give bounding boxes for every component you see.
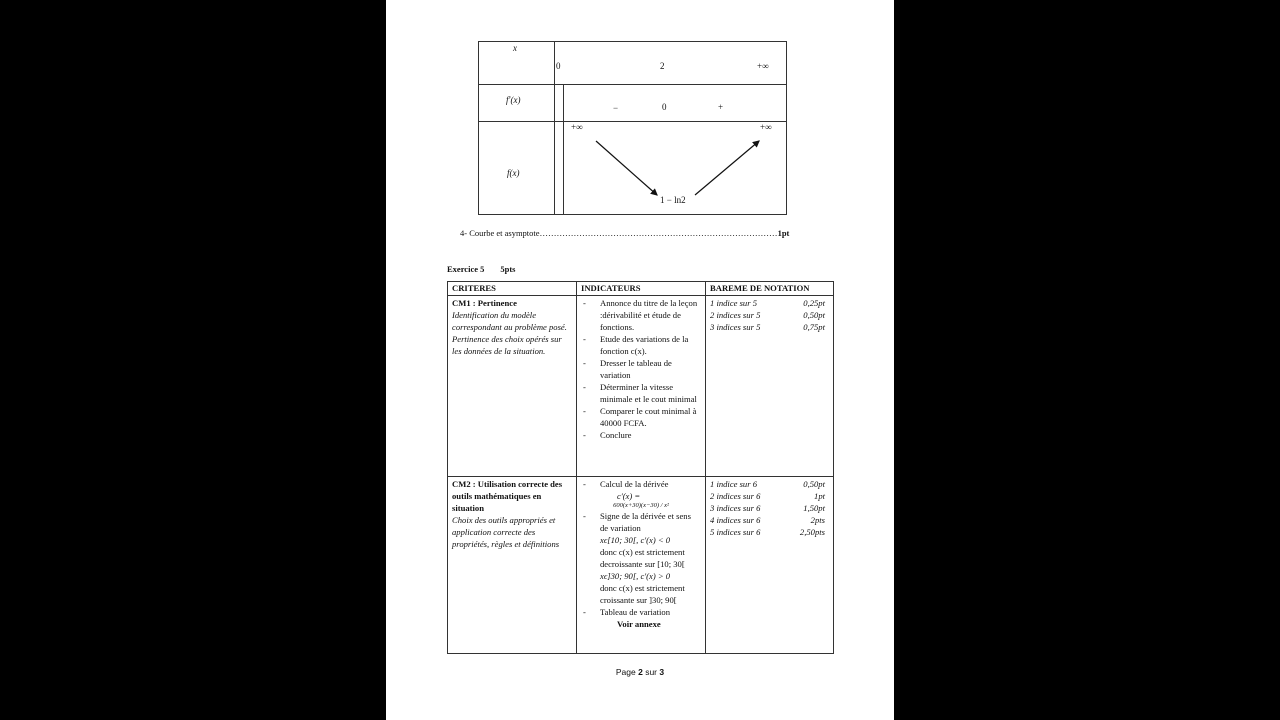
cm1-bareme-cell (706, 296, 834, 477)
derivative-formula: 600(x+30)(x−30) / x² (613, 502, 669, 509)
page-number (386, 667, 894, 677)
cm1-description: Identification du modèle correspondant au problème posé. Pertinence des choix opérés sur les données de la situation. (452, 310, 567, 356)
list-item: - Dresser le tableau de variation (583, 358, 672, 380)
sur-word: sur (645, 667, 658, 677)
bareme-row: 3 indices sur 5 0,75pt (710, 322, 825, 332)
bareme-row: 5 indices sur 6 2,50pts (710, 527, 825, 537)
cm2-criteria-cell (448, 477, 577, 654)
x-value-infinity: +∞ (757, 61, 769, 71)
cm2-indicator-list-2 (581, 510, 701, 534)
document-page (386, 0, 894, 720)
list-item: - Signe de la dérivée et sens de variation (583, 511, 691, 533)
question-4-points: 1pt (777, 228, 790, 238)
sign-line: donc c(x) est strictement (600, 583, 685, 593)
exercise-title: Exercice 5 (447, 264, 485, 274)
table-row (448, 477, 834, 654)
bareme-row: 4 indices sur 6 2pts (710, 515, 825, 525)
bareme-row: 2 indices sur 5 0,50pt (710, 310, 825, 320)
list-item: - Etude des variations de la fonction c(x). (583, 334, 689, 356)
fprime-zero: 0 (662, 102, 667, 112)
page-total: 3 (659, 667, 665, 677)
list-item: - Conclure (583, 430, 632, 440)
decreasing-arrow (596, 141, 657, 195)
exercise-points: 5pts (500, 264, 516, 274)
cm2-indicators-cell (577, 477, 706, 654)
page-word: Page (615, 667, 636, 677)
fprime-sign-minus: − (613, 103, 619, 113)
list-item: - Tableau de variation (583, 607, 671, 617)
bareme-row: 1 indice sur 5 0,25pt (710, 298, 825, 308)
f-minimum: 1 − ln2 (660, 195, 686, 205)
cm1-indicators-cell (577, 296, 706, 477)
bareme-row: 2 indices sur 6 1pt (710, 491, 825, 501)
header-indicateurs: INDICATEURS (577, 282, 706, 296)
bareme-row: 1 indice sur 6 0,50pt (710, 479, 825, 489)
fprime-label: f′(x) (506, 95, 521, 105)
f-left-limit: +∞ (571, 122, 583, 132)
cm2-title: CM2 : Utilisation correcte des outils mathématiques en situation (452, 479, 563, 513)
header-bareme: BAREME DE NOTATION (706, 282, 834, 296)
question-4-text: 4- Courbe et asymptote………………………………………………………………………… (460, 228, 778, 238)
f-right-limit: +∞ (760, 122, 772, 132)
x-value-0: 0 (556, 61, 561, 71)
cm2-description: Choix des outils appropriés et application correcte des propriétés, règles et définitions (452, 515, 560, 549)
x-label: x (513, 43, 517, 53)
cm2-bareme-cell (706, 477, 834, 654)
cm1-criteria-cell (448, 296, 577, 477)
sign-line: decroissante sur [10; 30[ (600, 559, 685, 569)
cm1-title: CM1 : Pertinence (452, 298, 517, 308)
table-row (448, 296, 834, 477)
sign-line: donc c(x) est strictement (600, 547, 685, 557)
derivative-lhs: c′(x) = (617, 491, 641, 501)
list-item: - Calcul de la dérivée (583, 479, 669, 489)
list-item: - Déterminer la vitesse minimale et le cout minimal (583, 382, 697, 404)
bareme-row: 3 indices sur 6 1,50pt (710, 503, 825, 513)
cm1-indicator-list (581, 297, 701, 441)
f-label: f(x) (507, 168, 520, 178)
sign-line: xϵ[10; 30[, c′(x) < 0 (600, 535, 671, 545)
cm2-indicator-list (581, 478, 701, 490)
voir-annexe: Voir annexe (617, 619, 661, 629)
increasing-arrow (695, 141, 759, 195)
variation-table (478, 41, 787, 215)
sign-line: croissante sur ]30; 90[ (600, 595, 677, 605)
sign-line: xϵ]30; 90[, c′(x) > 0 (600, 571, 671, 581)
grading-table (447, 281, 834, 654)
list-item: - Comparer le cout minimal à 40000 FCFA. (583, 406, 697, 428)
list-item: - Annonce du titre de la leçon :dérivabilité et étude de fonctions. (583, 298, 698, 332)
variation-arrows (479, 42, 788, 216)
exercise-heading (447, 264, 516, 274)
header-criteres: CRITERES (448, 282, 577, 296)
fprime-sign-plus: + (718, 102, 724, 112)
x-value-2: 2 (660, 61, 665, 71)
question-4-line (460, 228, 789, 238)
table-header-row (448, 282, 834, 296)
cm2-indicator-list-3 (581, 606, 701, 618)
page-current: 2 (638, 667, 643, 677)
